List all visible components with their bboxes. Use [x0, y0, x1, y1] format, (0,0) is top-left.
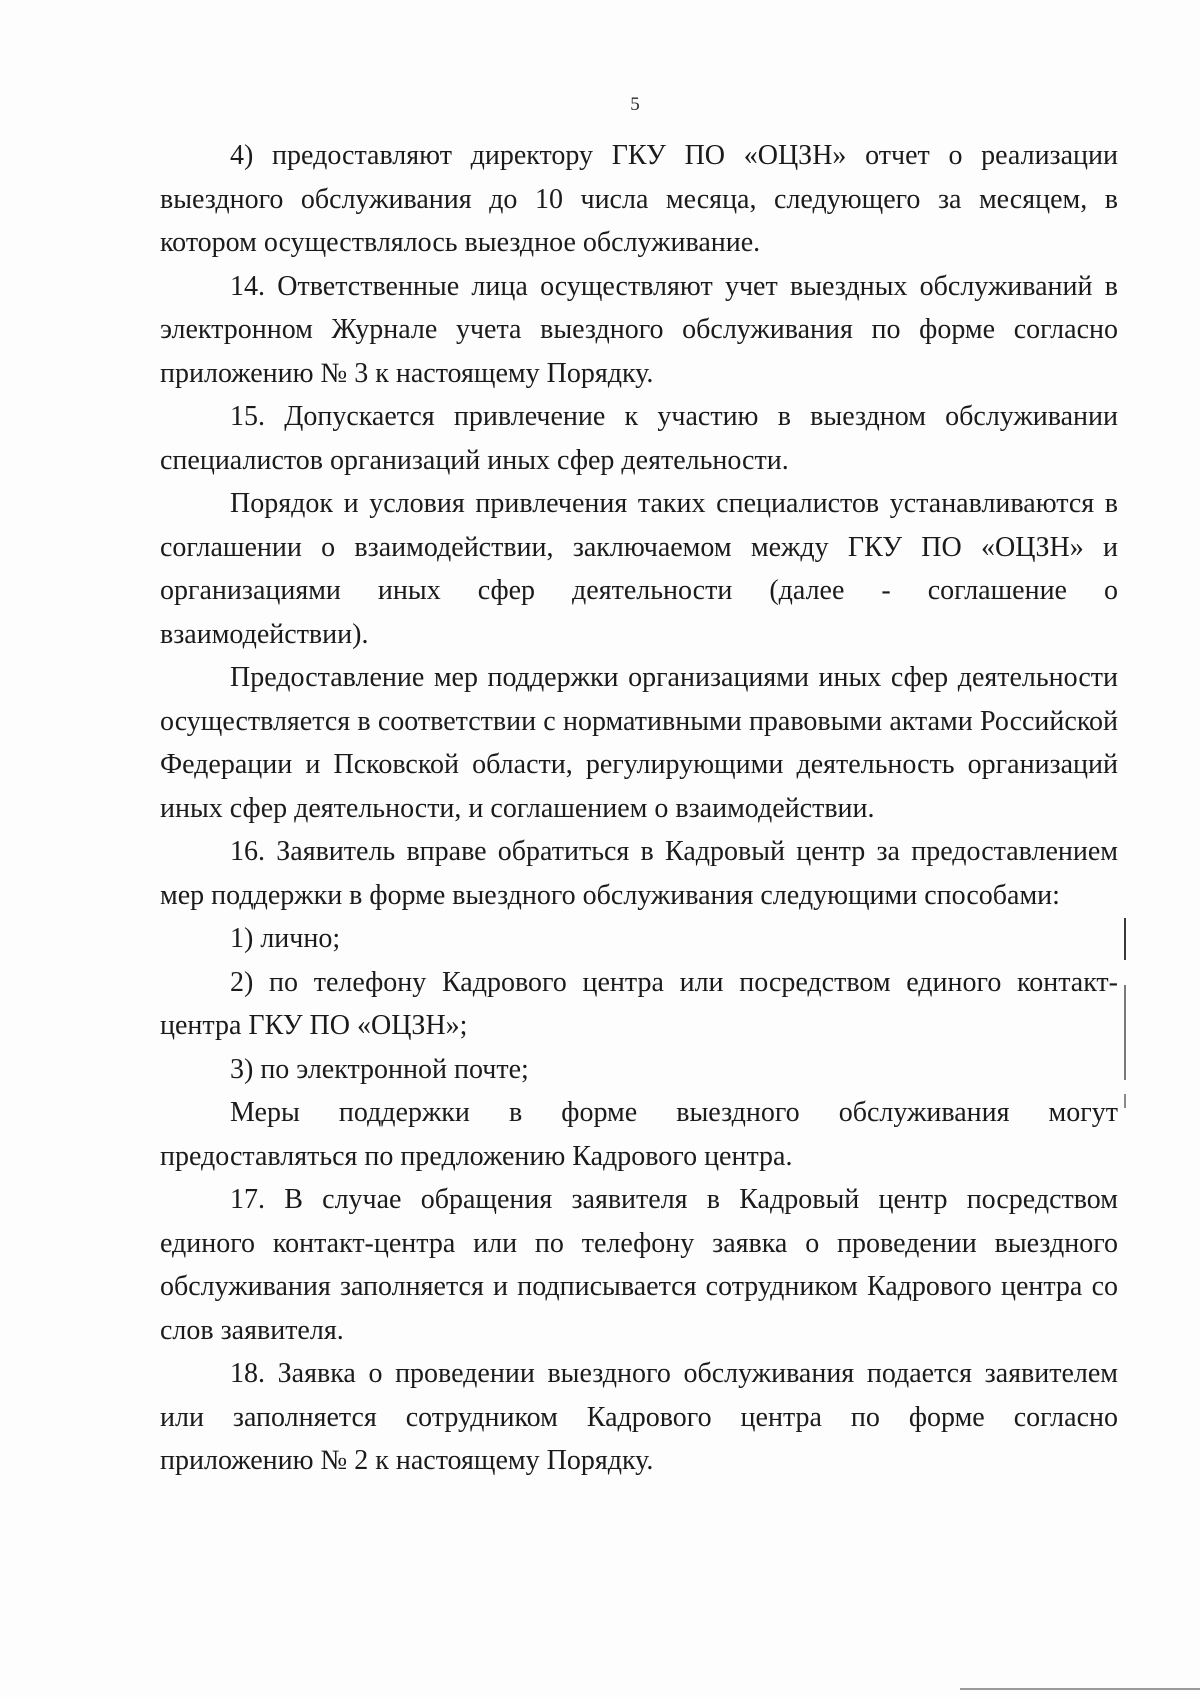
- paragraph-16-item-2: 2) по телефону Кадрового центра или посредством единого контакт-центра ГКУ ПО «ОЦЗН»;: [160, 966, 1118, 1041]
- document-body: [160, 134, 1118, 1483]
- scan-artifact-line: [1124, 918, 1126, 960]
- paragraph-17: 17. В случае обращения заявителя в Кадровый центр посредством единого контакт-центра или по телефону заявка о проведении выездного обслуживания заполняется и подписывается сотрудником Кадрового центра со слов заявителя.: [160, 1184, 1118, 1346]
- scan-artifact-bottom-edge: [960, 1688, 1200, 1690]
- paragraph-15-support: Предоставление мер поддержки организациями иных сфер деятельности осуществляется в соответствии с нормативными правовыми актами Российской Федерации и Псковской области, регулирующими деятельность организаций иных сфер деятельности, и соглашением о взаимодействии.: [160, 662, 1118, 824]
- scan-artifact-dot: [1124, 1094, 1126, 1108]
- scan-artifact-line: [1124, 985, 1126, 1080]
- paragraph-18: 18. Заявка о проведении выездного обслуживания подается заявителем или заполняется сотрудником Кадрового центра по форме согласно приложению № 2 к настоящему Порядку.: [160, 1358, 1118, 1476]
- paragraph-16-offer: Меры поддержки в форме выездного обслуживания могут предоставляться по предложению Кадрового центра.: [160, 1097, 1118, 1172]
- paragraph-14: 14. Ответственные лица осуществляют учет выездных обслуживаний в электронном Журнале учета выездного обслуживания по форме согласно приложению № 3 к настоящему Порядку.: [160, 270, 1118, 389]
- paragraph-16-item-1: 1) лично;: [230, 923, 341, 954]
- paragraph-16: 16. Заявитель вправе обратиться в Кадровый центр за предоставлением мер поддержки в форме выездного обслуживания следующими способами:: [160, 836, 1118, 911]
- paragraph-item-4: 4) предоставляют директору ГКУ ПО «ОЦЗН» отчет о реализации выездного обслуживания до 10 числа месяца, следующего за месяцем, в котором осуществлялось выездное обслуживание.: [160, 140, 1118, 258]
- paragraph-15: 15. Допускается привлечение к участию в выездном обслуживании специалистов организаций иных сфер деятельности.: [160, 401, 1118, 476]
- paragraph-15-order: Порядок и условия привлечения таких специалистов устанавливаются в соглашении о взаимодействии, заключаемом между ГКУ ПО «ОЦЗН» и организациями иных сфер деятельности (далее - соглашение о взаимодействии).: [160, 488, 1118, 650]
- paragraph-16-item-3: 3) по электронной почте;: [230, 1053, 529, 1085]
- page-number: 5: [630, 94, 640, 115]
